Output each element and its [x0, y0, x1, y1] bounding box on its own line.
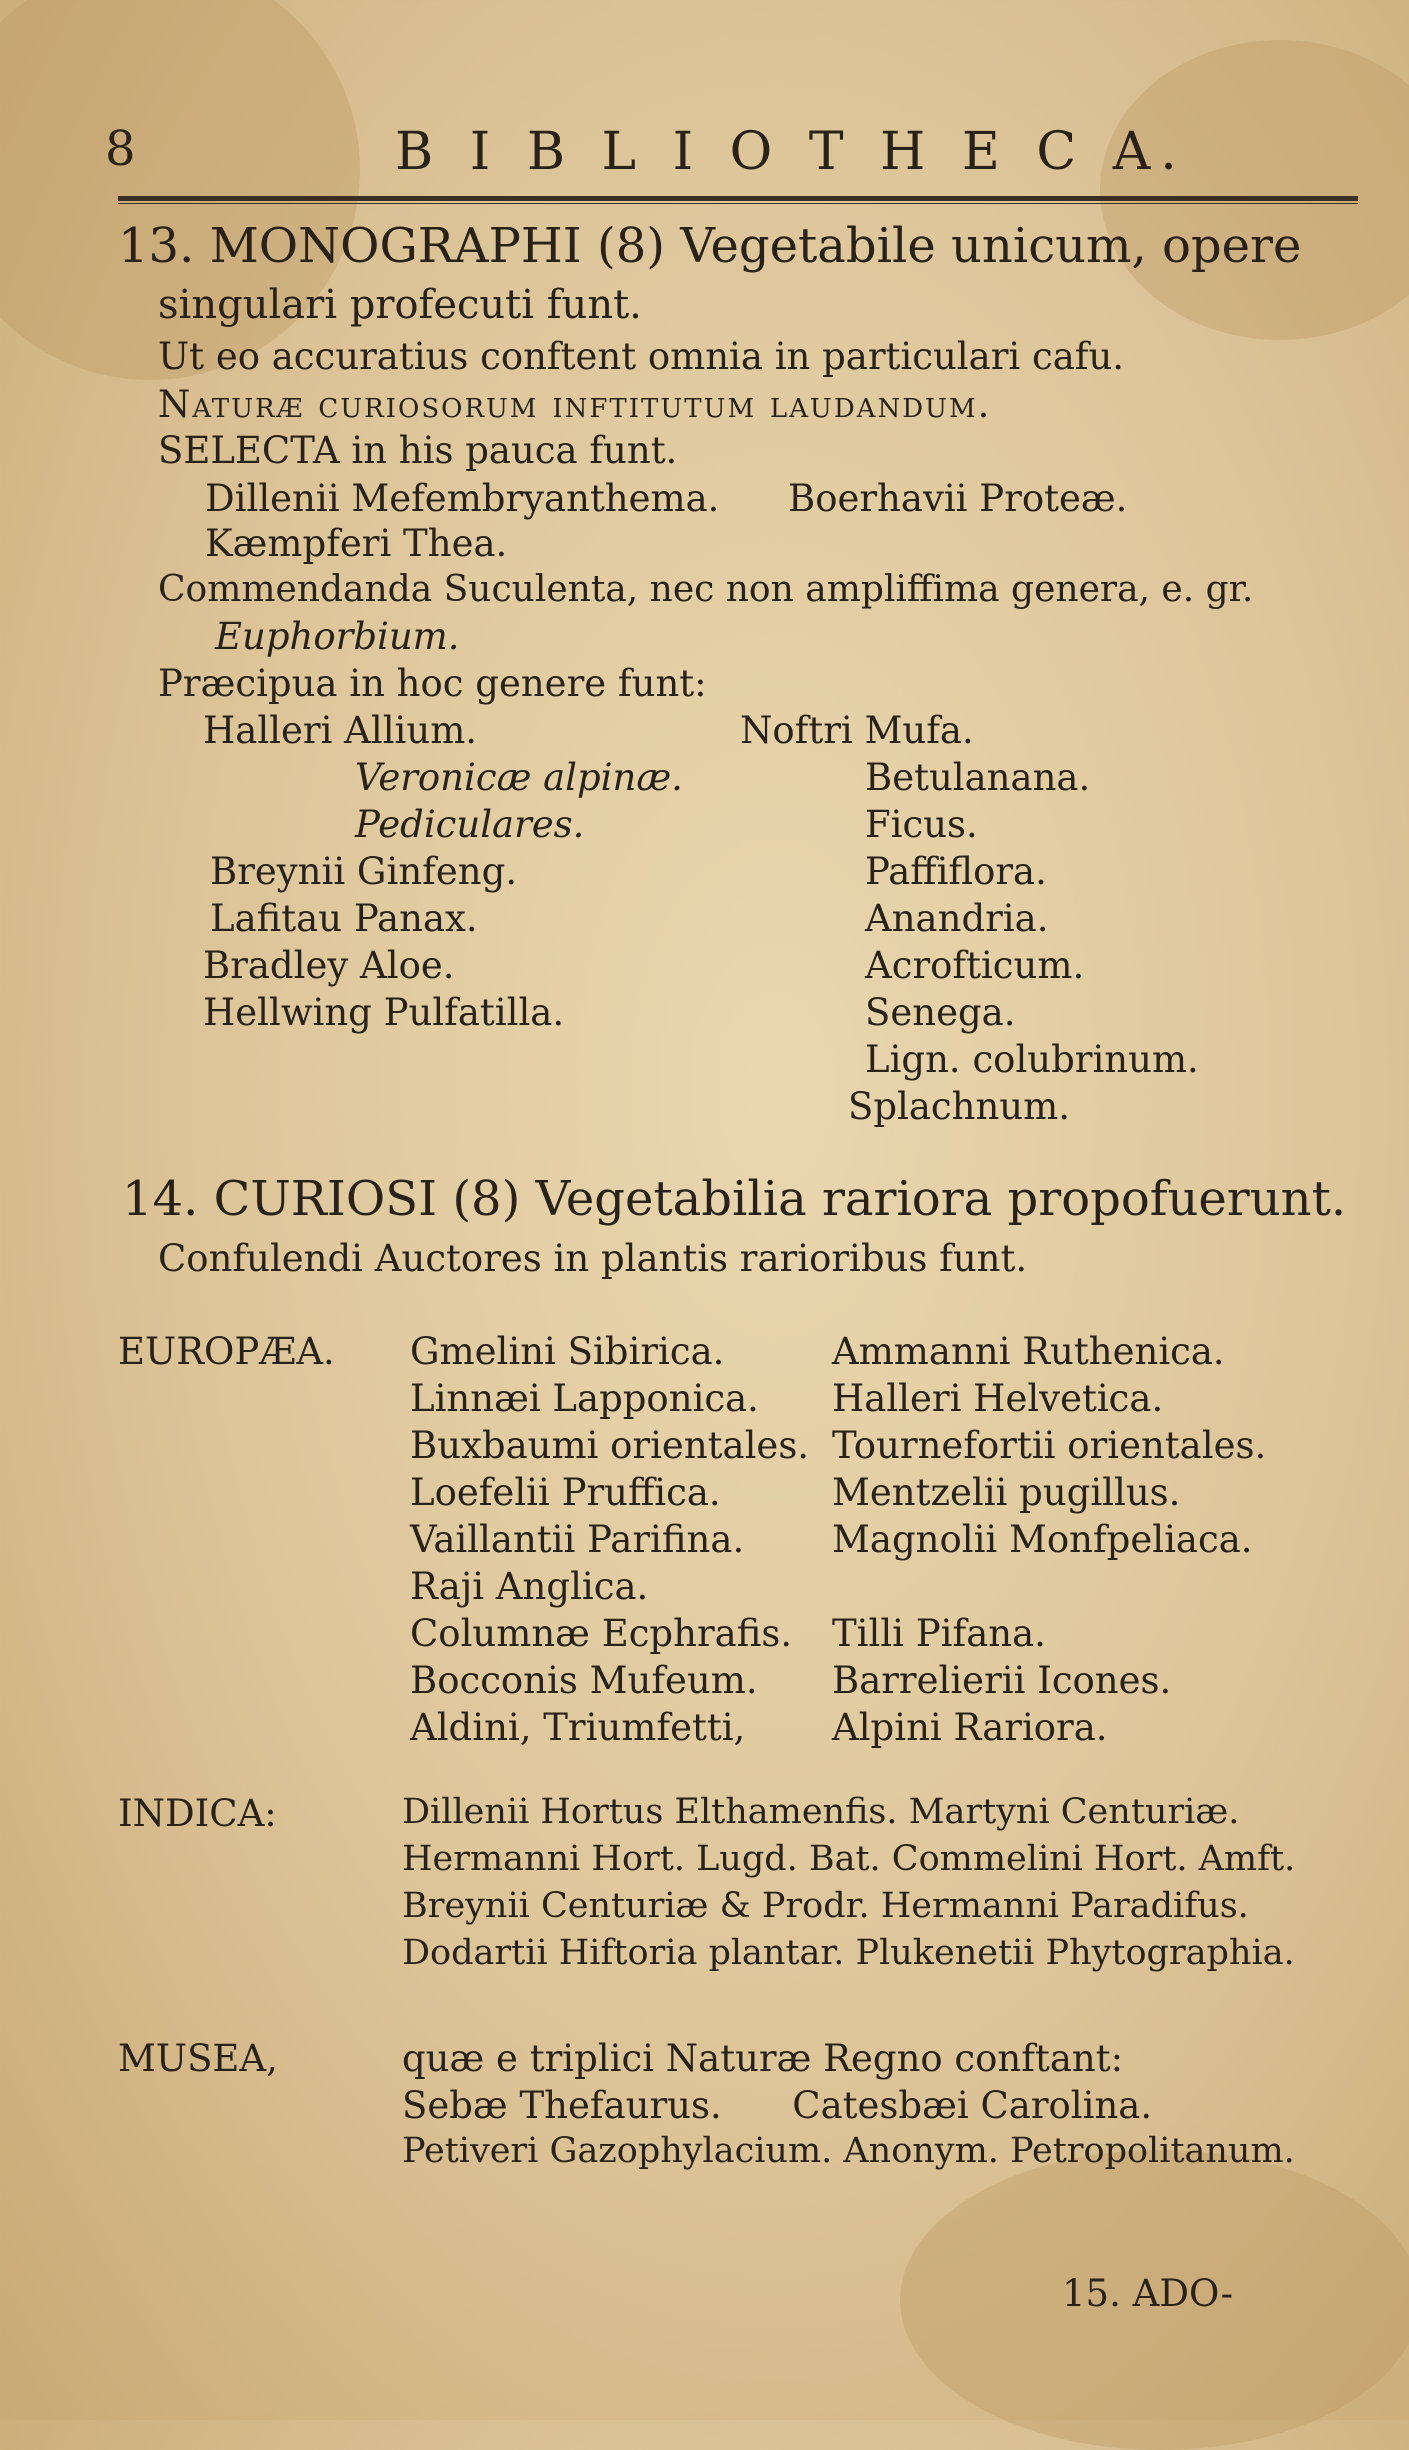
s13-right-item: Anandria.	[865, 897, 1049, 940]
s13-line: SELECTA in his pauca funt.	[158, 429, 678, 472]
page-number: 8	[105, 121, 136, 177]
europaea-right: Alpini Rariora.	[832, 1706, 1108, 1749]
europaea-right: Barrelierii Icones.	[832, 1659, 1172, 1702]
europaea-left: Aldini, Triumfetti,	[410, 1706, 746, 1749]
s13-line: Naturæ curiosorum inftitutum laudandum.	[158, 383, 992, 426]
s13-entry: Boerhavii Proteæ.	[788, 477, 1128, 520]
europaea-right: Mentzelii pugillus.	[832, 1471, 1181, 1514]
europaea-right: Ammanni Ruthenica.	[832, 1330, 1225, 1373]
s13-line: Præcipua in hoc genere funt:	[158, 662, 707, 705]
indica-line: Breynii Centuriæ & Prodr. Hermanni Paradifus.	[402, 1886, 1249, 1926]
s13-right-item: Betulanana.	[865, 756, 1091, 799]
europaea-left: Gmelini Sibirica.	[410, 1330, 725, 1373]
s13-right-item: Senega.	[865, 991, 1016, 1034]
s13-left-item: Breynii Ginfeng.	[210, 850, 518, 893]
europaea-right: Magnolii Monfpeliaca.	[832, 1518, 1253, 1561]
europaea-left: Linnæi Lapponica.	[410, 1377, 759, 1420]
indica-line: Dillenii Hortus Elthamenfis. Martyni Centuriæ.	[402, 1792, 1240, 1832]
musea-line: quæ e triplici Naturæ Regno conftant:	[402, 2037, 1124, 2080]
s13-entry: Kæmpferi Thea.	[205, 522, 508, 565]
s13-left-item: Bradley Aloe.	[203, 944, 455, 987]
europaea-left: Raji Anglica.	[410, 1565, 649, 1608]
section-13-title: 13. MONOGRAPHI (8) Vegetabile unicum, opere	[118, 218, 1302, 274]
musea-line: Sebæ Thefaurus. Catesbæi Carolina.	[402, 2084, 1153, 2127]
europaea-left: Buxbaumi orientales.	[410, 1424, 810, 1467]
s13-right-item: Noftri Mufa.	[740, 709, 974, 752]
indica-line: Dodartii Hiftoria plantar. Plukenetii Phytographia.	[402, 1933, 1295, 1973]
s13-left-item: Hellwing Pulfatilla.	[203, 991, 565, 1034]
europaea-left: Bocconis Mufeum.	[410, 1659, 758, 1702]
s13-right-item: Ficus.	[865, 803, 978, 846]
europaea-label: EUROPÆA.	[118, 1330, 335, 1373]
s13-entry: Euphorbium.	[215, 615, 460, 658]
musea-line: Petiveri Gazophylacium. Anonym. Petropolitanum.	[402, 2131, 1295, 2171]
europaea-right: Tilli Pifana.	[832, 1612, 1046, 1655]
s13-line: Commendanda Suculenta, nec non ampliffima genera, e. gr.	[158, 569, 1254, 610]
running-title: B I B L I O T H E C A.	[395, 122, 1187, 182]
europaea-left: Columnæ Ecphrafis.	[410, 1612, 793, 1655]
s13-left-item: Halleri Allium.	[203, 709, 478, 752]
catchword: 15. ADO-	[1062, 2272, 1234, 2315]
s13-right-item: Splachnum.	[848, 1085, 1070, 1128]
europaea-right: Halleri Helvetica.	[832, 1377, 1164, 1420]
europaea-left: Vaillantii Parifina.	[410, 1518, 745, 1561]
europaea-right: Tournefortii orientales.	[832, 1424, 1267, 1467]
indica-label: INDICA:	[118, 1792, 277, 1835]
s14-line: Confulendi Auctores in plantis rarioribus funt.	[158, 1237, 1028, 1280]
s13-right-item: Paffiflora.	[865, 850, 1047, 893]
s13-right-item: Acrofticum.	[865, 944, 1085, 987]
paper-stain	[1100, 40, 1409, 340]
header-rule-thin	[118, 203, 1358, 204]
s13-left-item: Pediculares.	[355, 803, 585, 846]
header-rule	[118, 196, 1358, 201]
musea-label: MUSEA,	[118, 2037, 278, 2080]
s13-line: Ut eo accuratius conftent omnia in particulari cafu.	[158, 335, 1125, 378]
section-14-title: 14. CURIOSI (8) Vegetabilia rariora propofuerunt.	[122, 1171, 1347, 1227]
s13-left-item: Lafitau Panax.	[210, 897, 478, 940]
indica-line: Hermanni Hort. Lugd. Bat. Commelini Hort. Amft.	[402, 1839, 1296, 1879]
s13-right-item: Lign. colubrinum.	[865, 1038, 1199, 1081]
s13-left-item: Veronicæ alpinæ.	[355, 756, 683, 799]
europaea-left: Loefelii Pruffica.	[410, 1471, 721, 1514]
s13-entry: Dillenii Mefembryanthema.	[205, 477, 720, 520]
s13-line: singulari profecuti funt.	[158, 282, 642, 328]
